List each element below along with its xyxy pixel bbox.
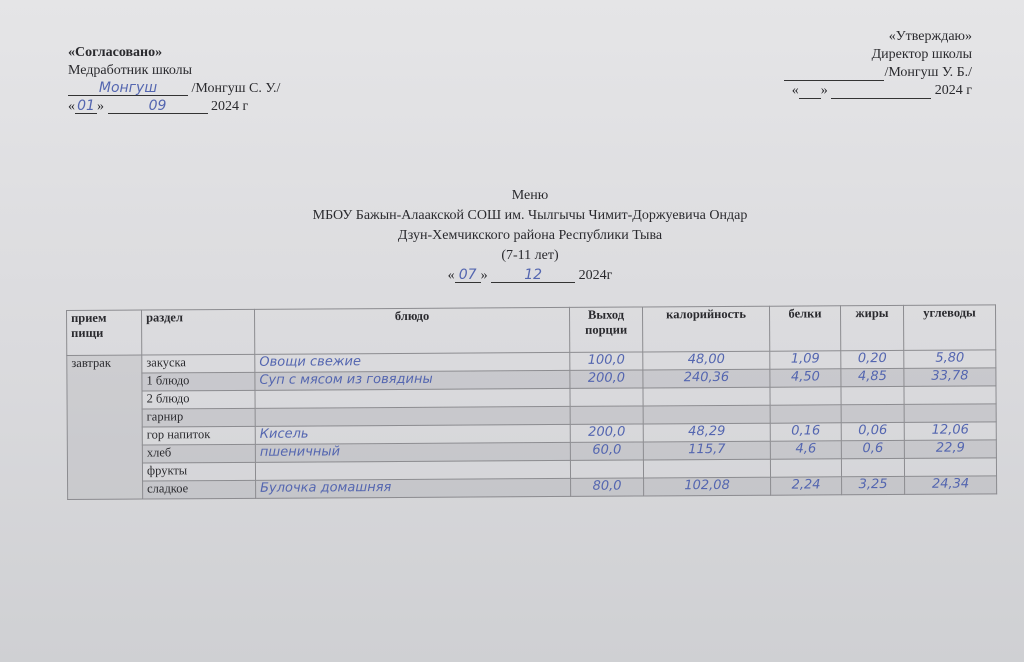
dish-cell	[255, 460, 570, 480]
header-yield: Выход порции	[569, 307, 642, 352]
header-carbs: углеводы	[903, 305, 995, 351]
approval-right-date	[784, 82, 972, 100]
approval-right-title: «Утверждаю»	[888, 29, 972, 44]
fat-cell	[841, 458, 904, 476]
approval-right-month-blank	[831, 84, 931, 99]
calories-cell: 102,08	[644, 477, 771, 496]
menu-date-year: 2024г	[578, 268, 613, 283]
calories-cell: 115,7	[643, 441, 770, 460]
approval-right-signature-blank	[784, 66, 884, 81]
fat-cell: 3,25	[842, 476, 905, 494]
dish-cell	[255, 406, 570, 426]
approval-right-role: Директор школы	[871, 47, 972, 62]
approval-left-date	[68, 98, 280, 116]
age-group: (7-11 лет)	[501, 248, 559, 263]
calories-cell: 48,29	[643, 423, 770, 442]
calories-cell	[643, 405, 770, 424]
carbs-cell: 22,9	[904, 440, 996, 459]
section-cell: гор напиток	[142, 426, 255, 445]
approval-left-role: Медработник школы	[68, 63, 193, 78]
protein-cell	[770, 405, 841, 423]
approval-right-year: 2024 г	[934, 83, 972, 98]
header-fat: жиры	[840, 305, 903, 350]
dish-cell: пшеничный	[255, 442, 570, 462]
section-cell: 1 блюдо	[142, 372, 255, 391]
header-dish: блюдо	[254, 307, 569, 354]
approval-right-day-blank	[799, 84, 821, 99]
approval-left	[68, 44, 280, 116]
quote-close: »	[480, 268, 488, 283]
approval-right-signature-line	[784, 64, 972, 82]
quote-open: «	[447, 268, 455, 283]
table-header-row	[67, 305, 996, 356]
dish-cell: Овощи свежие	[255, 352, 570, 372]
approval-right	[784, 28, 972, 100]
yield-cell	[570, 388, 643, 406]
section-cell: 2 блюдо	[142, 390, 255, 409]
carbs-cell	[904, 386, 996, 405]
quote-close: »	[820, 83, 828, 98]
approval-left-day: 01	[75, 99, 97, 114]
menu-header	[250, 186, 810, 286]
section-cell: закуска	[142, 354, 255, 373]
protein-cell	[770, 459, 841, 477]
approval-left-month: 09	[108, 99, 208, 114]
dish-cell	[255, 388, 570, 408]
quote-open: «	[791, 83, 799, 98]
approval-right-name: /Монгуш У. Б./	[884, 65, 972, 80]
menu-date	[250, 266, 810, 286]
approval-left-signature-line	[68, 80, 280, 98]
header-calories: калорийность	[642, 306, 769, 352]
header-meal: прием пищи	[67, 310, 142, 355]
school-name: МБОУ Бажын-Алаакской СОШ им. Чылгычы Чимит-Доржуевича Ондар	[312, 208, 748, 223]
yield-cell: 80,0	[571, 478, 644, 496]
calories-cell: 240,36	[643, 369, 770, 388]
yield-cell	[570, 406, 643, 424]
dish-cell: Булочка домашняя	[256, 478, 571, 498]
protein-cell: 4,6	[770, 441, 841, 459]
yield-cell	[570, 460, 643, 478]
carbs-cell: 33,78	[904, 368, 996, 387]
carbs-cell: 5,80	[904, 350, 996, 369]
section-cell: сладкое	[143, 480, 256, 499]
fat-cell: 4,85	[841, 368, 904, 386]
calories-cell: 48,00	[643, 351, 770, 370]
quote-open: «	[68, 99, 75, 114]
menu-date-day: 07	[455, 268, 481, 283]
yield-cell: 200,0	[570, 424, 643, 442]
menu-title: Меню	[511, 188, 549, 203]
protein-cell: 0,16	[770, 423, 841, 441]
yield-cell: 200,0	[570, 370, 643, 388]
carbs-cell	[904, 404, 996, 423]
menu-date-month: 12	[491, 268, 575, 283]
approval-left-signature: Монгуш	[68, 81, 188, 96]
section-cell: хлеб	[142, 444, 255, 463]
dish-cell: Суп с мясом из говядины	[255, 370, 570, 390]
approval-left-title: «Согласовано»	[68, 45, 163, 60]
approval-left-name: /Монгуш С. У./	[191, 81, 281, 96]
yield-cell: 100,0	[570, 352, 643, 370]
header-section: раздел	[142, 309, 255, 355]
fat-cell: 0,6	[841, 440, 904, 458]
protein-cell: 1,09	[770, 351, 841, 369]
carbs-cell	[904, 458, 996, 477]
carbs-cell: 24,34	[905, 476, 997, 495]
fat-cell: 0,20	[841, 350, 904, 368]
carbs-cell: 12,06	[904, 422, 996, 441]
quote-close: »	[97, 99, 104, 114]
section-cell: фрукты	[142, 462, 255, 481]
fat-cell	[841, 386, 904, 404]
protein-cell: 2,24	[771, 477, 842, 495]
meal-name-cell: завтрак	[67, 355, 143, 499]
fat-cell: 0,06	[841, 422, 904, 440]
dish-cell: Кисель	[255, 424, 570, 444]
fat-cell	[841, 404, 904, 422]
menu-table	[66, 304, 997, 500]
header-protein: белки	[769, 306, 840, 351]
protein-cell: 4,50	[770, 369, 841, 387]
approval-left-year: 2024 г	[211, 99, 249, 114]
district-name: Дзун-Хемчикского района Республики Тыва	[397, 228, 663, 243]
calories-cell	[643, 459, 770, 478]
section-cell: гарнир	[142, 408, 255, 427]
calories-cell	[643, 387, 770, 406]
protein-cell	[770, 387, 841, 405]
yield-cell: 60,0	[570, 442, 643, 460]
